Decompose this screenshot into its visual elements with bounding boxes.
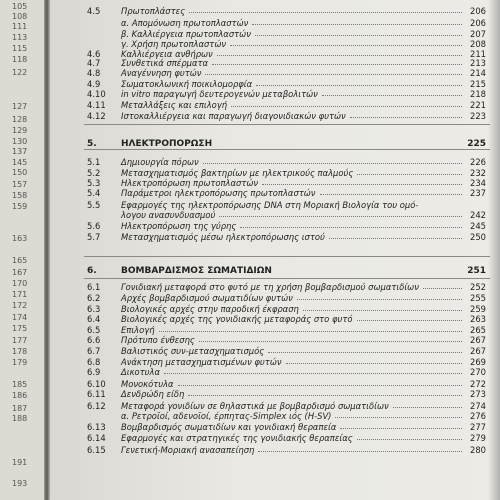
toc-entry-title: Μονοκότυλα [121, 379, 174, 389]
dot-leader [255, 35, 462, 36]
toc-entry-page: 245 [470, 221, 486, 231]
toc-entry-page: 267 [470, 335, 486, 345]
toc-entry-row [50, 110, 500, 122]
toc-entry-title: Δημιουργία πόρων [121, 157, 199, 167]
toc-entry-page: 215 [470, 79, 486, 89]
toc-entry-title: Συνθετικά σπέρματα [121, 58, 209, 68]
toc-entry-number: 6.12 [87, 401, 106, 411]
dot-leader [188, 395, 462, 396]
toc-entry-page: 225 [467, 139, 486, 149]
toc-entry-title: Επιλογή [121, 325, 155, 335]
toc-entry-row [50, 5, 500, 17]
dot-leader [231, 106, 462, 107]
toc-entry-title: Μετασχηματισμός βακτηρίων με ηλεκτρικούς παλμούς [121, 168, 354, 178]
left-page-number: 105 [12, 2, 28, 11]
toc-entry-title: Βιολογικές αρχές της γονιδιακής μεταφοράς στο φυτό [121, 314, 353, 324]
left-page-number: 185 [12, 380, 28, 389]
toc-chapter-row [50, 138, 500, 150]
left-page-number: 187 [12, 404, 28, 413]
toc-entry-title: Μεταφορά γονιδίων σε θηλαστικά με βομβαρδισμό σωματιδίων [121, 401, 389, 411]
dot-leader [178, 385, 462, 386]
toc-entry-page: 207 [470, 29, 486, 39]
left-page-number: 145 [12, 158, 28, 167]
toc-entry-page: 232 [470, 168, 486, 178]
toc-entry-page: 269 [470, 357, 486, 367]
dot-leader [203, 163, 462, 164]
toc-entry-page: 259 [470, 304, 486, 314]
toc-entry-title: Δενδρώδη είδη [121, 389, 185, 399]
left-page-number: 186 [12, 391, 28, 400]
toc-entry-title: Σωματοκλωνική ποικιλομορφία [121, 79, 253, 89]
toc-entry-number: 5.2 [87, 168, 101, 178]
section-rule [84, 256, 490, 257]
toc-entry-number: 6. [87, 266, 97, 276]
toc-entry-title: γ. Χρήση πρωτοπλαστών [121, 39, 227, 49]
toc-entry-page: 213 [470, 58, 486, 68]
toc-entry-number: 4.7 [87, 58, 101, 68]
toc-entry-row [50, 432, 500, 444]
dot-leader [252, 24, 462, 25]
dot-leader [212, 64, 462, 65]
toc-entry-number: 6.11 [87, 389, 106, 399]
left-page-number: 167 [12, 268, 28, 277]
toc-entry-title: Δικοτυλα [121, 367, 160, 377]
left-page-number: 118 [12, 55, 28, 64]
toc-entry-page: 272 [470, 379, 486, 389]
toc-entry-title: Αναγέννηση φυτών [121, 68, 202, 78]
toc-entry-number: 6.10 [87, 379, 106, 389]
left-page-number: 159 [12, 202, 28, 211]
toc-entry-page: 234 [470, 178, 486, 188]
toc-entry-number: 4.10 [87, 89, 106, 99]
left-page-number: 171 [12, 290, 28, 299]
toc-entry-page: 276 [470, 411, 486, 421]
toc-entry-page: 263 [470, 314, 486, 324]
left-page-number: 111 [12, 22, 28, 31]
section-rule [84, 124, 490, 125]
left-page-number: 174 [12, 313, 28, 322]
toc-entry-number: 6.4 [87, 314, 101, 324]
toc-entry-title: Γονιδιακή μεταφορά στο φυτό με τη χρήση βομβαρδισμού σωματιδίων [121, 282, 419, 292]
toc-entry-title: Ιστοκαλλιέργεια και παραγωγή διαγονιδιακών φυτών [121, 111, 346, 121]
toc-chapter-row [50, 265, 500, 277]
toc-entry-row [50, 444, 500, 456]
toc-entry-page: 252 [470, 282, 486, 292]
toc-entry-page: 214 [470, 68, 486, 78]
toc-entry-title: Γενετική-Μοριακή ανασαπείηση [121, 445, 255, 455]
left-page-number: 122 [12, 68, 28, 77]
toc-entry-row [50, 388, 500, 400]
toc-entry-number: 6.14 [87, 433, 106, 443]
left-page-number: 170 [12, 279, 28, 288]
toc-entry-page: 206 [470, 18, 486, 28]
toc-entry-page: 208 [470, 39, 486, 49]
toc-entry-page: 221 [470, 100, 486, 110]
toc-entry-title: Ηλεκτροπόρωση πρωτοπλαστών [121, 178, 259, 188]
toc-entry-title: Παράμετροι ηλεκτροπόρωσης πρωτοπλαστών [121, 188, 316, 198]
toc-entry-number: 5.3 [87, 178, 101, 188]
left-page-edge [0, 0, 44, 500]
left-page-number: 150 [12, 168, 28, 177]
dot-leader [164, 373, 462, 374]
left-page-number: 129 [12, 126, 28, 135]
toc-entry-title: Ανάκτηση μετασχηματισμένων φυτών [121, 357, 282, 367]
toc-entry-title: α. Ρετροϊοί, αδενοϊοί, έρπητας-Simplex ιός (H-SV) [121, 411, 332, 421]
left-page-number: 127 [12, 102, 28, 111]
section-rule [84, 278, 490, 279]
toc-entry-page: 226 [470, 157, 486, 167]
toc-entry-page: 273 [470, 389, 486, 399]
left-page-number: 193 [12, 479, 28, 488]
toc-entry-number: 6.13 [87, 422, 106, 432]
toc-entry-page: 237 [470, 188, 486, 198]
toc-entry-page: 270 [470, 367, 486, 377]
toc-entry-page: 223 [470, 111, 486, 121]
toc-entry-page: 251 [467, 266, 486, 276]
left-page-number: 177 [12, 336, 28, 345]
dot-leader [189, 12, 462, 13]
left-page-number: 158 [12, 191, 28, 200]
toc-entry-page: 242 [470, 210, 486, 220]
left-page-number: 188 [12, 414, 28, 423]
toc-entry-page: 206 [470, 6, 486, 16]
toc-entry-number: 6.2 [87, 293, 101, 303]
toc-entry-number: 6.1 [87, 282, 101, 292]
toc-entry-number: 6.3 [87, 304, 101, 314]
toc-entry-title: ΗΛΕΚΤΡΟΠΟΡΩΣΗ [121, 139, 213, 149]
toc-entry-title: Εφαρμογές και στρατηγικές της γονιδιακής θεραπείας [121, 433, 353, 443]
toc-entry-title: Βιολογικές αρχές στην παροδική έκφραση [121, 304, 299, 314]
left-page-number: 130 [12, 137, 28, 146]
toc-entry-title: Πρωτοπλάστες [121, 6, 186, 16]
toc-entry-number: 4.11 [87, 100, 106, 110]
toc-entry-number: 6.6 [87, 335, 101, 345]
left-page-number: 178 [12, 347, 28, 356]
toc-entry-page: 255 [470, 293, 486, 303]
dot-leader [240, 227, 462, 228]
toc-entry-number: 5.4 [87, 188, 101, 198]
toc-entry-row [50, 231, 500, 243]
left-page-number: 137 [12, 147, 28, 156]
toc-entry-number: 6.9 [87, 367, 101, 377]
toc-entry-number: 4.6 [87, 49, 101, 59]
toc-entry-page: 211 [470, 49, 486, 59]
left-page-number: 165 [12, 256, 28, 265]
toc-entry-title: Ηλεκτροπόρωση της γύρης [121, 221, 237, 231]
toc-entry-page: 277 [470, 422, 486, 432]
toc-entry-page: 280 [470, 445, 486, 455]
toc-entry-title: λογου ανασυνδυασμού [121, 210, 216, 220]
toc-entry-title: Μετασχηματισμός μέσω ηλεκτροπόρωσης ιστού [121, 232, 325, 242]
table-of-contents-page [50, 0, 500, 500]
toc-entry-page: 265 [470, 325, 486, 335]
toc-entry-number: 5.5 [87, 200, 101, 210]
toc-entry-number: 4.12 [87, 111, 106, 121]
left-page-number: 157 [12, 180, 28, 189]
toc-entry-number: 4.9 [87, 79, 101, 89]
dot-leader [205, 74, 462, 75]
toc-entry-title: in vitro παραγωγή δευτερογενών μεταβολιτών [121, 89, 318, 99]
toc-entry-title: Βαλιστικός συν-μετασχηματισμός [121, 346, 265, 356]
toc-entry-number: 4.8 [87, 68, 101, 78]
toc-entry-number: 4.5 [87, 6, 101, 16]
toc-entry-page: 250 [470, 232, 486, 242]
toc-entry-title: Μεταλλάξεις και επιλογή [121, 100, 228, 110]
toc-entry-title: Πρότυπο ένθεσης [121, 335, 195, 345]
left-page-number: 175 [12, 324, 28, 333]
toc-entry-title: Καλλιέργεια ανθήρων [121, 49, 213, 59]
toc-entry-number: 5.7 [87, 232, 101, 242]
page-edge-shadow [488, 0, 500, 500]
toc-entry-number: 6.7 [87, 346, 101, 356]
toc-entry-page: 279 [470, 433, 486, 443]
toc-entry-title: α. Απομόνωση πρωτοπλαστών [121, 18, 249, 28]
left-page-number: 113 [12, 33, 28, 42]
toc-entry-number: 6.8 [87, 357, 101, 367]
toc-entry-page: 274 [470, 401, 486, 411]
toc-entry-page: 267 [470, 346, 486, 356]
dot-leader [219, 216, 462, 217]
dot-leader [199, 341, 462, 342]
toc-entry-title: Αρχές βομβαρδισμού σωματιδίων φυτών [121, 293, 293, 303]
left-page-number: 191 [12, 458, 28, 467]
toc-entry-row [50, 187, 500, 199]
dot-leader [230, 45, 462, 46]
left-page-number: 172 [12, 301, 28, 310]
toc-entry-title: Εφαρμογές της ηλεκτροπόρωσης DNA στη Μοριακή Βιολογία του ομό- [121, 200, 419, 210]
left-page-number: 115 [12, 44, 28, 53]
toc-entry-number: 5.1 [87, 157, 101, 167]
dot-leader [159, 331, 462, 332]
toc-entry-title: Βομβαρδισμός σωματιδίων και γονιδιακή θεραπεία [121, 422, 337, 432]
toc-entry-number: 5.6 [87, 221, 101, 231]
left-page-number: 128 [12, 115, 28, 124]
toc-entry-number: 6.15 [87, 445, 106, 455]
toc-entry-title: β. Καλλιέργεια πρωτοπλαστών [121, 29, 251, 39]
dot-leader [217, 55, 462, 56]
left-page-number: 179 [12, 358, 28, 367]
toc-entry-page: 218 [470, 89, 486, 99]
left-page-number: 163 [12, 234, 28, 243]
toc-entry-number: 6.5 [87, 325, 101, 335]
toc-entry-number: 5. [87, 139, 97, 149]
toc-entry-title: ΒΟΜΒΑΡΔΙΣΜΟΣ ΣΩΜΑΤΙΔΙΩΝ [121, 266, 272, 276]
toc-entry-row [50, 366, 500, 378]
left-page-number: 108 [12, 12, 28, 21]
